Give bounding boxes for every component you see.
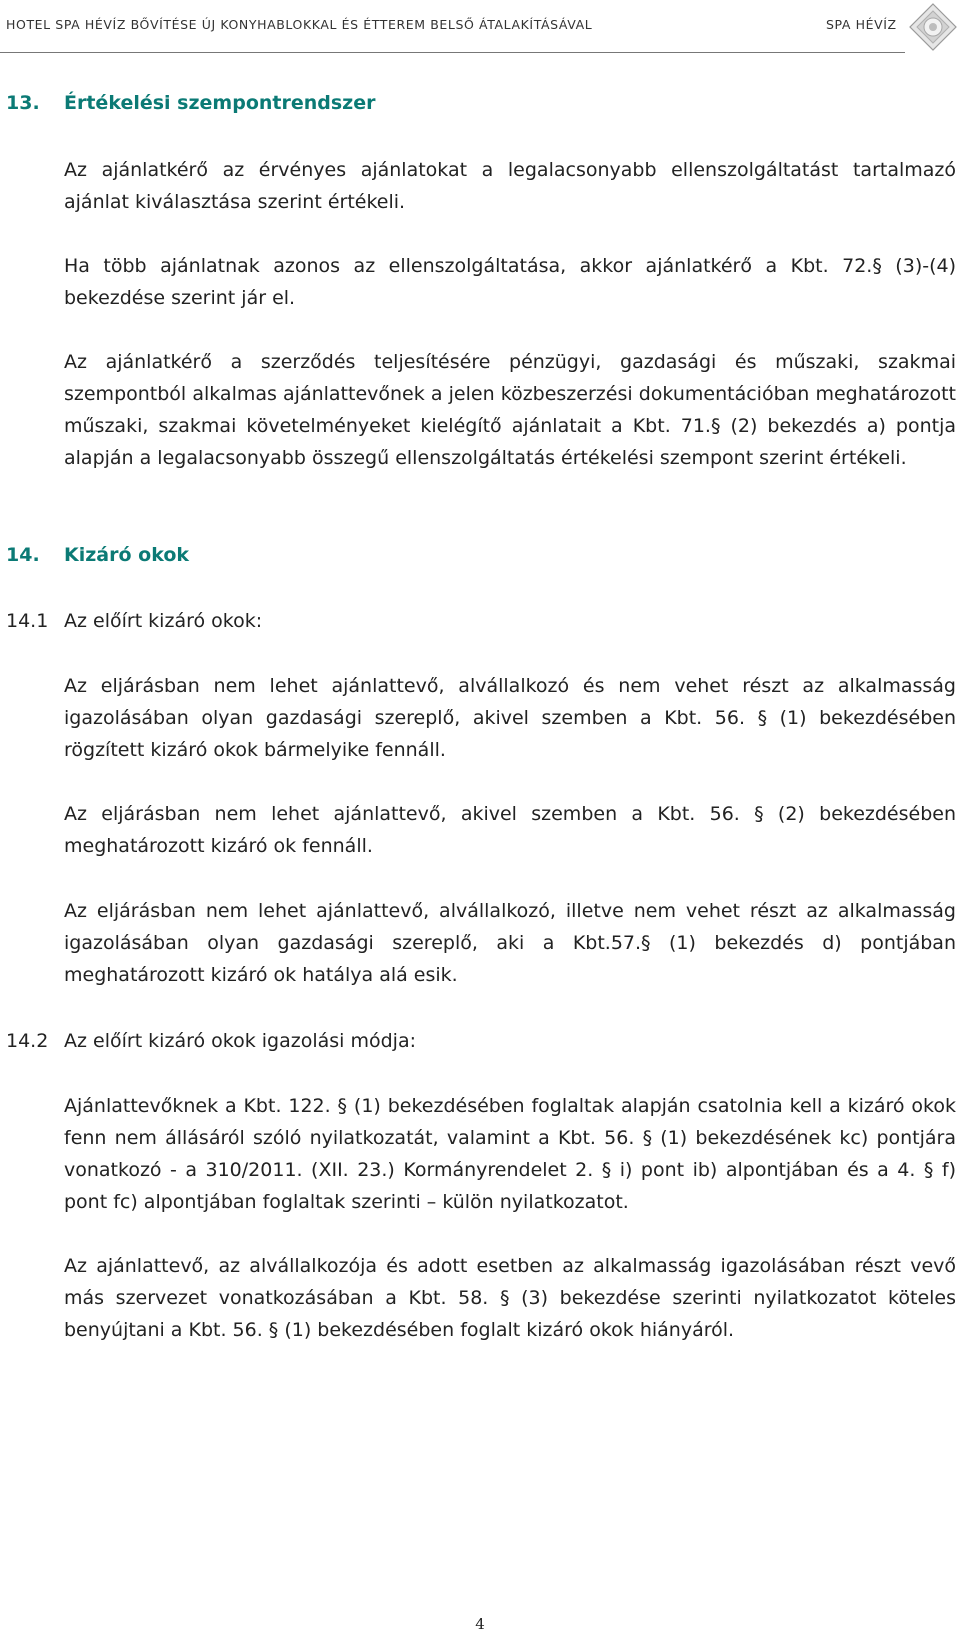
- subsection-title: Az előírt kizáró okok:: [64, 610, 263, 632]
- header-divider: [0, 52, 905, 53]
- document-title: HOTEL SPA HÉVÍZ BŐVÍTÉSE ÚJ KONYHABLOKKAL ÉS ÉTTEREM BELSŐ ÁTALAKÍTÁSÁVAL: [6, 17, 593, 32]
- section-number: 13.: [6, 92, 40, 114]
- diamond-emblem-logo-icon: [908, 2, 958, 52]
- section-title: Értékelési szempontrendszer: [64, 92, 376, 114]
- paragraph: Ajánlattevőknek a Kbt. 122. § (1) bekezdésében foglaltak alapján csatolnia kell a kizáró okok fenn nem állásáról szóló nyilatkozatát, valamint a Kbt. 56. § (1) bekezdésének kc) pontjára vonatkozó - a 310/2011. (XII. 23.) Kormányrendelet 2. § i) pont ib) alpontjában és a 4. § f) pont fc) alpontjában foglaltak szerinti – külön nyilatkozatot.: [64, 1095, 956, 1213]
- section-number: 14.: [6, 544, 40, 566]
- company-name: SPA HÉVÍZ: [826, 17, 897, 32]
- subsection-number: 14.1: [6, 610, 49, 632]
- page-number: 4: [475, 1615, 485, 1633]
- section-title: Kizáró okok: [64, 544, 190, 566]
- paragraph: Ha több ajánlatnak azonos az ellenszolgáltatása, akkor ajánlatkérő a Kbt. 72.§ (3)-(4) bekezdése szerint jár el.: [64, 255, 956, 309]
- paragraph: Az eljárásban nem lehet ajánlattevő, akivel szemben a Kbt. 56. § (2) bekezdésében meghatározott kizáró ok fennáll.: [64, 803, 956, 857]
- paragraph: Az ajánlatkérő a szerződés teljesítésére pénzügyi, gazdasági és műszaki, szakmai szempontból alkalmas ajánlattevőnek a jelen közbeszerzési dokumentációban meghatározott műszaki, szakmai követelményeket kielégítő ajánlatait a Kbt. 71.§ (2) bekezdés a) pontja alapján a legalacsonyabb összegű ellenszolgáltatás értékelési szempont szerint értékeli.: [64, 351, 956, 469]
- subsection-number: 14.2: [6, 1030, 49, 1052]
- paragraph: Az ajánlatkérő az érvényes ajánlatokat a legalacsonyabb ellenszolgáltatást tartalmazó ajánlat kiválasztása szerint értékeli.: [64, 159, 956, 213]
- subsection-title: Az előírt kizáró okok igazolási módja:: [64, 1030, 416, 1052]
- paragraph: Az ajánlattevő, az alvállalkozója és adott esetben az alkalmasság igazolásában részt vevő más szervezet vonatkozásában a Kbt. 58. § (3) bekezdése szerinti nyilatkozatot köteles benyújtani a Kbt. 56. § (1) bekezdésében foglalt kizáró okok hiányáról.: [64, 1255, 956, 1341]
- paragraph: Az eljárásban nem lehet ajánlattevő, alvállalkozó és nem vehet részt az alkalmasság igazolásában olyan gazdasági szereplő, akivel szemben a Kbt. 56. § (1) bekezdésében rögzített kizáró okok bármelyike fennáll.: [64, 675, 956, 761]
- page-header: [0, 0, 960, 54]
- paragraph: Az eljárásban nem lehet ajánlattevő, alvállalkozó, illetve nem vehet részt az alkalmasság igazolásában olyan gazdasági szereplő, aki a Kbt.57.§ (1) bekezdés d) pontjában meghatározott kizáró ok hatálya alá esik.: [64, 900, 956, 986]
